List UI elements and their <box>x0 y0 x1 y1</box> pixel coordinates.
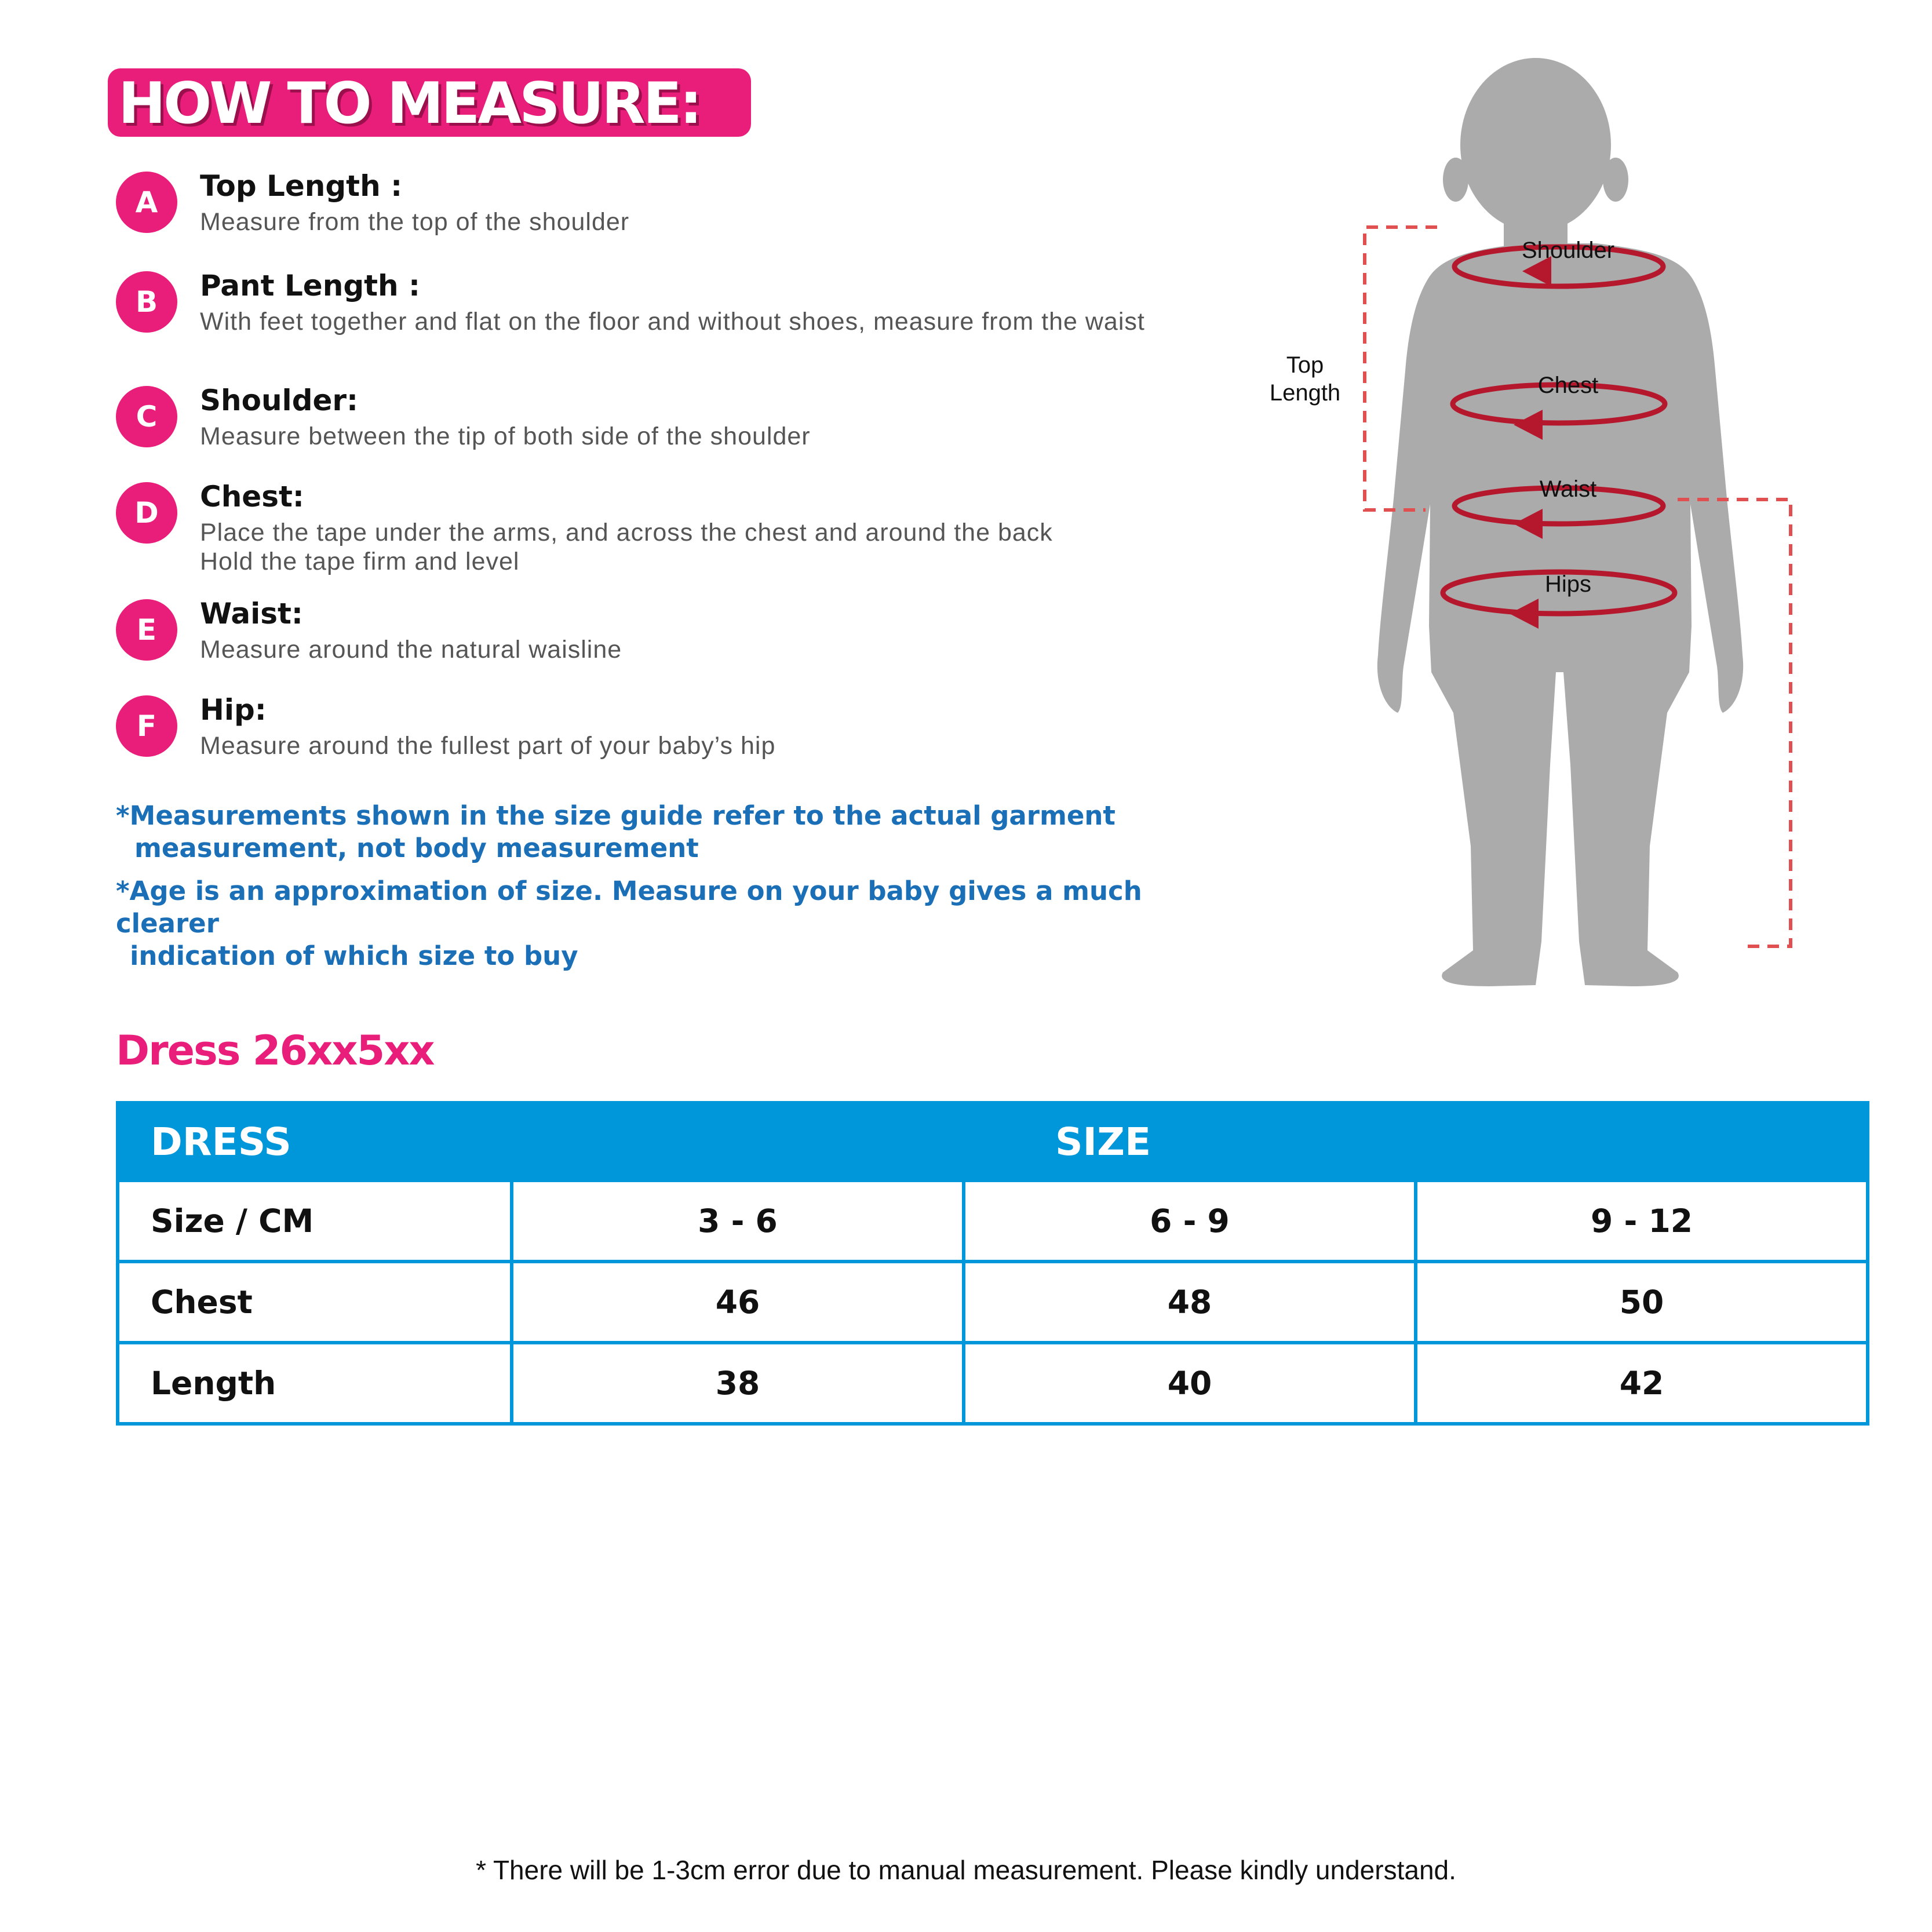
step-description: Measure from the top of the shoulder <box>200 208 630 236</box>
header-size: SIZE <box>512 1103 1868 1180</box>
note-garment-measurement <box>116 800 1217 865</box>
title-text: HOW TO MEASURE: <box>118 71 700 137</box>
note-line: measurement, not body measurement <box>134 833 699 863</box>
footer-disclaimer: * There will be 1-3cm error due to manual measurement. Please kindly understand. <box>476 1855 1456 1885</box>
step-description: Place the tape under the arms, and across the chest and around the back <box>200 519 1053 546</box>
row-label: Length <box>118 1343 512 1424</box>
head <box>1460 58 1611 232</box>
step-badge: A <box>116 172 177 233</box>
step-description-extra: Hold the tape firm and level <box>200 548 520 575</box>
label-top-length-1: Top <box>1286 352 1324 378</box>
step-badge: D <box>116 482 177 544</box>
step-description: Measure around the fullest part of your baby’s hip <box>200 732 776 760</box>
chest-cell: 48 <box>964 1262 1416 1343</box>
length-cell: 40 <box>964 1343 1416 1424</box>
step-title: Top Length : <box>200 169 403 203</box>
ear-left <box>1443 158 1468 202</box>
table-header-row <box>118 1103 1868 1180</box>
label-chest: Chest <box>1537 373 1599 398</box>
step-description: Measure between the tip of both side of the shoulder <box>200 422 811 450</box>
header-dress: DRESS <box>118 1103 512 1180</box>
note-line: indication of which size to buy <box>130 941 578 971</box>
table-row-length <box>118 1343 1868 1424</box>
length-cell: 42 <box>1416 1343 1868 1424</box>
product-title: Dress 26xx5xx <box>116 1027 434 1074</box>
step-badge: C <box>116 386 177 447</box>
length-cell: 38 <box>512 1343 964 1424</box>
chest-cell: 46 <box>512 1262 964 1343</box>
step-badge: F <box>116 695 177 757</box>
step-title: Waist: <box>200 597 303 630</box>
size-cell: 3 - 6 <box>512 1180 964 1262</box>
step-title: Hip: <box>200 693 267 727</box>
label-top-length-2: Length <box>1269 380 1341 406</box>
size-cell: 9 - 12 <box>1416 1180 1868 1262</box>
note-line: *Age is an approximation of size. Measure on your baby gives a much clearer <box>116 876 1142 939</box>
ear-right <box>1603 158 1628 202</box>
chest-cell: 50 <box>1416 1262 1868 1343</box>
size-table <box>116 1101 1869 1426</box>
step-description: With feet together and flat on the floor and without shoes, measure from the waist <box>200 308 1145 336</box>
step-title: Pant Length : <box>200 269 421 302</box>
size-cell: 6 - 9 <box>964 1180 1416 1262</box>
step-title: Chest: <box>200 480 304 513</box>
note-age-approximation <box>116 875 1217 972</box>
table-row-size <box>118 1180 1868 1262</box>
step-description: Measure around the natural waisline <box>200 636 622 664</box>
label-shoulder: Shoulder <box>1521 238 1615 263</box>
label-waist: Waist <box>1539 476 1597 502</box>
step-title: Shoulder: <box>200 384 359 417</box>
row-label: Chest <box>118 1262 512 1343</box>
step-badge: E <box>116 599 177 661</box>
child-measurement-figure <box>1246 46 1854 1020</box>
row-label: Size / CM <box>118 1180 512 1262</box>
label-hips: Hips <box>1544 571 1592 597</box>
step-badge: B <box>116 271 177 333</box>
table-row-chest <box>118 1262 1868 1343</box>
note-line: *Measurements shown in the size guide refer to the actual garment <box>116 800 1116 831</box>
